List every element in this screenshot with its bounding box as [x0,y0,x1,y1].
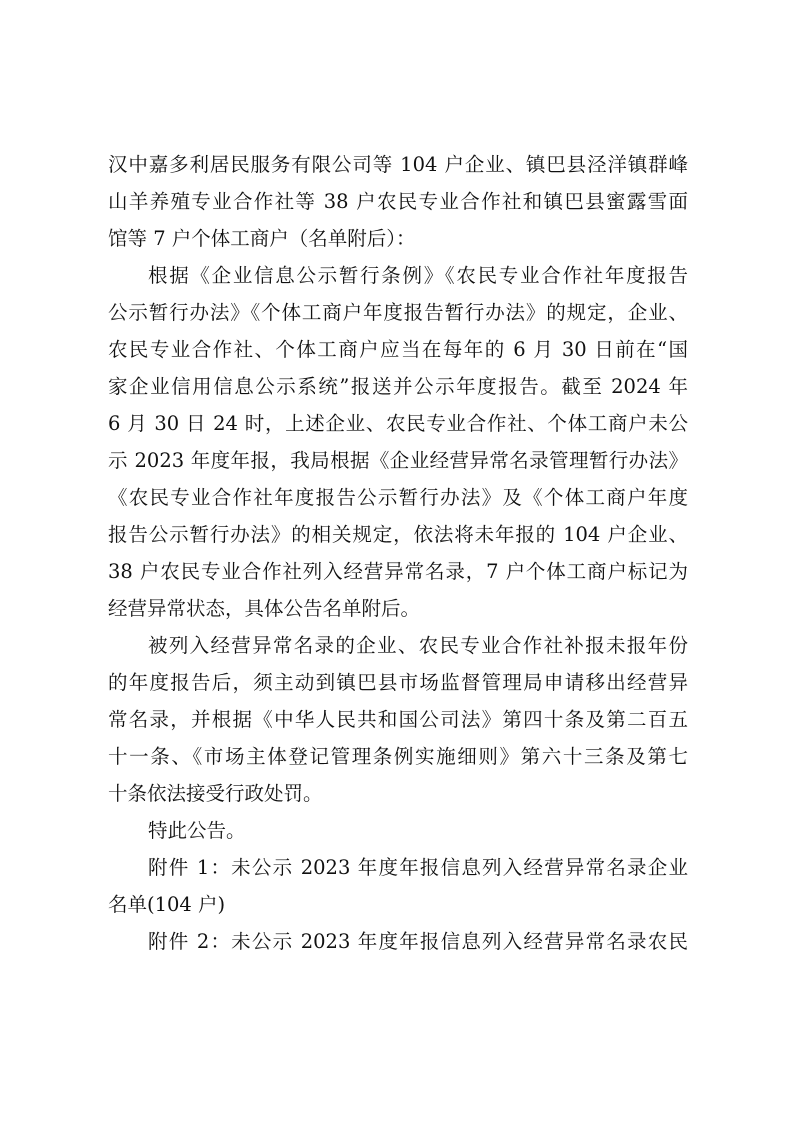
text-line: 被列入经营异常名录的企业、农民专业合作社补报未报年份 [148,634,688,657]
text-line: 特此公告。 [148,819,246,842]
text-line: 农民专业合作社、个体工商户应当在每年的 6 月 30 日前在“国 [108,338,688,361]
text-line: 报告公示暂行办法》的相关规定，依法将未年报的 104 户企业、 [108,523,688,546]
text-line: 名单(104 户) [108,893,226,916]
text-line: 根据《企业信息公示暂行条例》《农民专业合作社年度报告 [148,264,688,287]
text-line: 6 月 30 日 24 时，上述企业、农民专业合作社、个体工商户未公 [108,412,688,435]
text-line: 示 2023 年度年报，我局根据《企业经营异常名录管理暂行办法》 [108,449,688,472]
text-line: 十一条、《市场主体登记管理条例实施细则》第六十三条及第七 [108,745,688,768]
text-line: 公示暂行办法》《个体工商户年度报告暂行办法》的规定，企业、 [108,301,688,324]
text-line: 附件 1：未公示 2023 年度年报信息列入经营异常名录企业 [148,856,688,879]
text-line: 家企业信用信息公示系统”报送并公示年度报告。截至 2024 年 [108,375,688,398]
text-line: 馆等 7 户个体工商户（名单附后）： [108,227,416,250]
text-line: 附件 2：未公示 2023 年度年报信息列入经营异常名录农民 [148,930,688,953]
text-line: 经营异常状态，具体公告名单附后。 [108,597,421,620]
text-line: 十条依法接受行政处罚。 [108,782,323,805]
text-line: 《农民专业合作社年度报告公示暂行办法》及《个体工商户年度 [108,486,688,509]
text-line: 山羊养殖专业合作社等 38 户农民专业合作社和镇巴县蜜露雪面 [108,190,688,213]
text-line: 的年度报告后，须主动到镇巴县市场监督管理局申请移出经营异 [108,671,688,694]
text-line: 常名录，并根据《中华人民共和国公司法》第四十条及第二百五 [108,708,688,731]
text-line: 汉中嘉多利居民服务有限公司等 104 户企业、镇巴县泾洋镇群峰 [108,153,688,176]
text-line: 38 户农民专业合作社列入经营异常名录，7 户个体工商户标记为 [108,560,688,583]
